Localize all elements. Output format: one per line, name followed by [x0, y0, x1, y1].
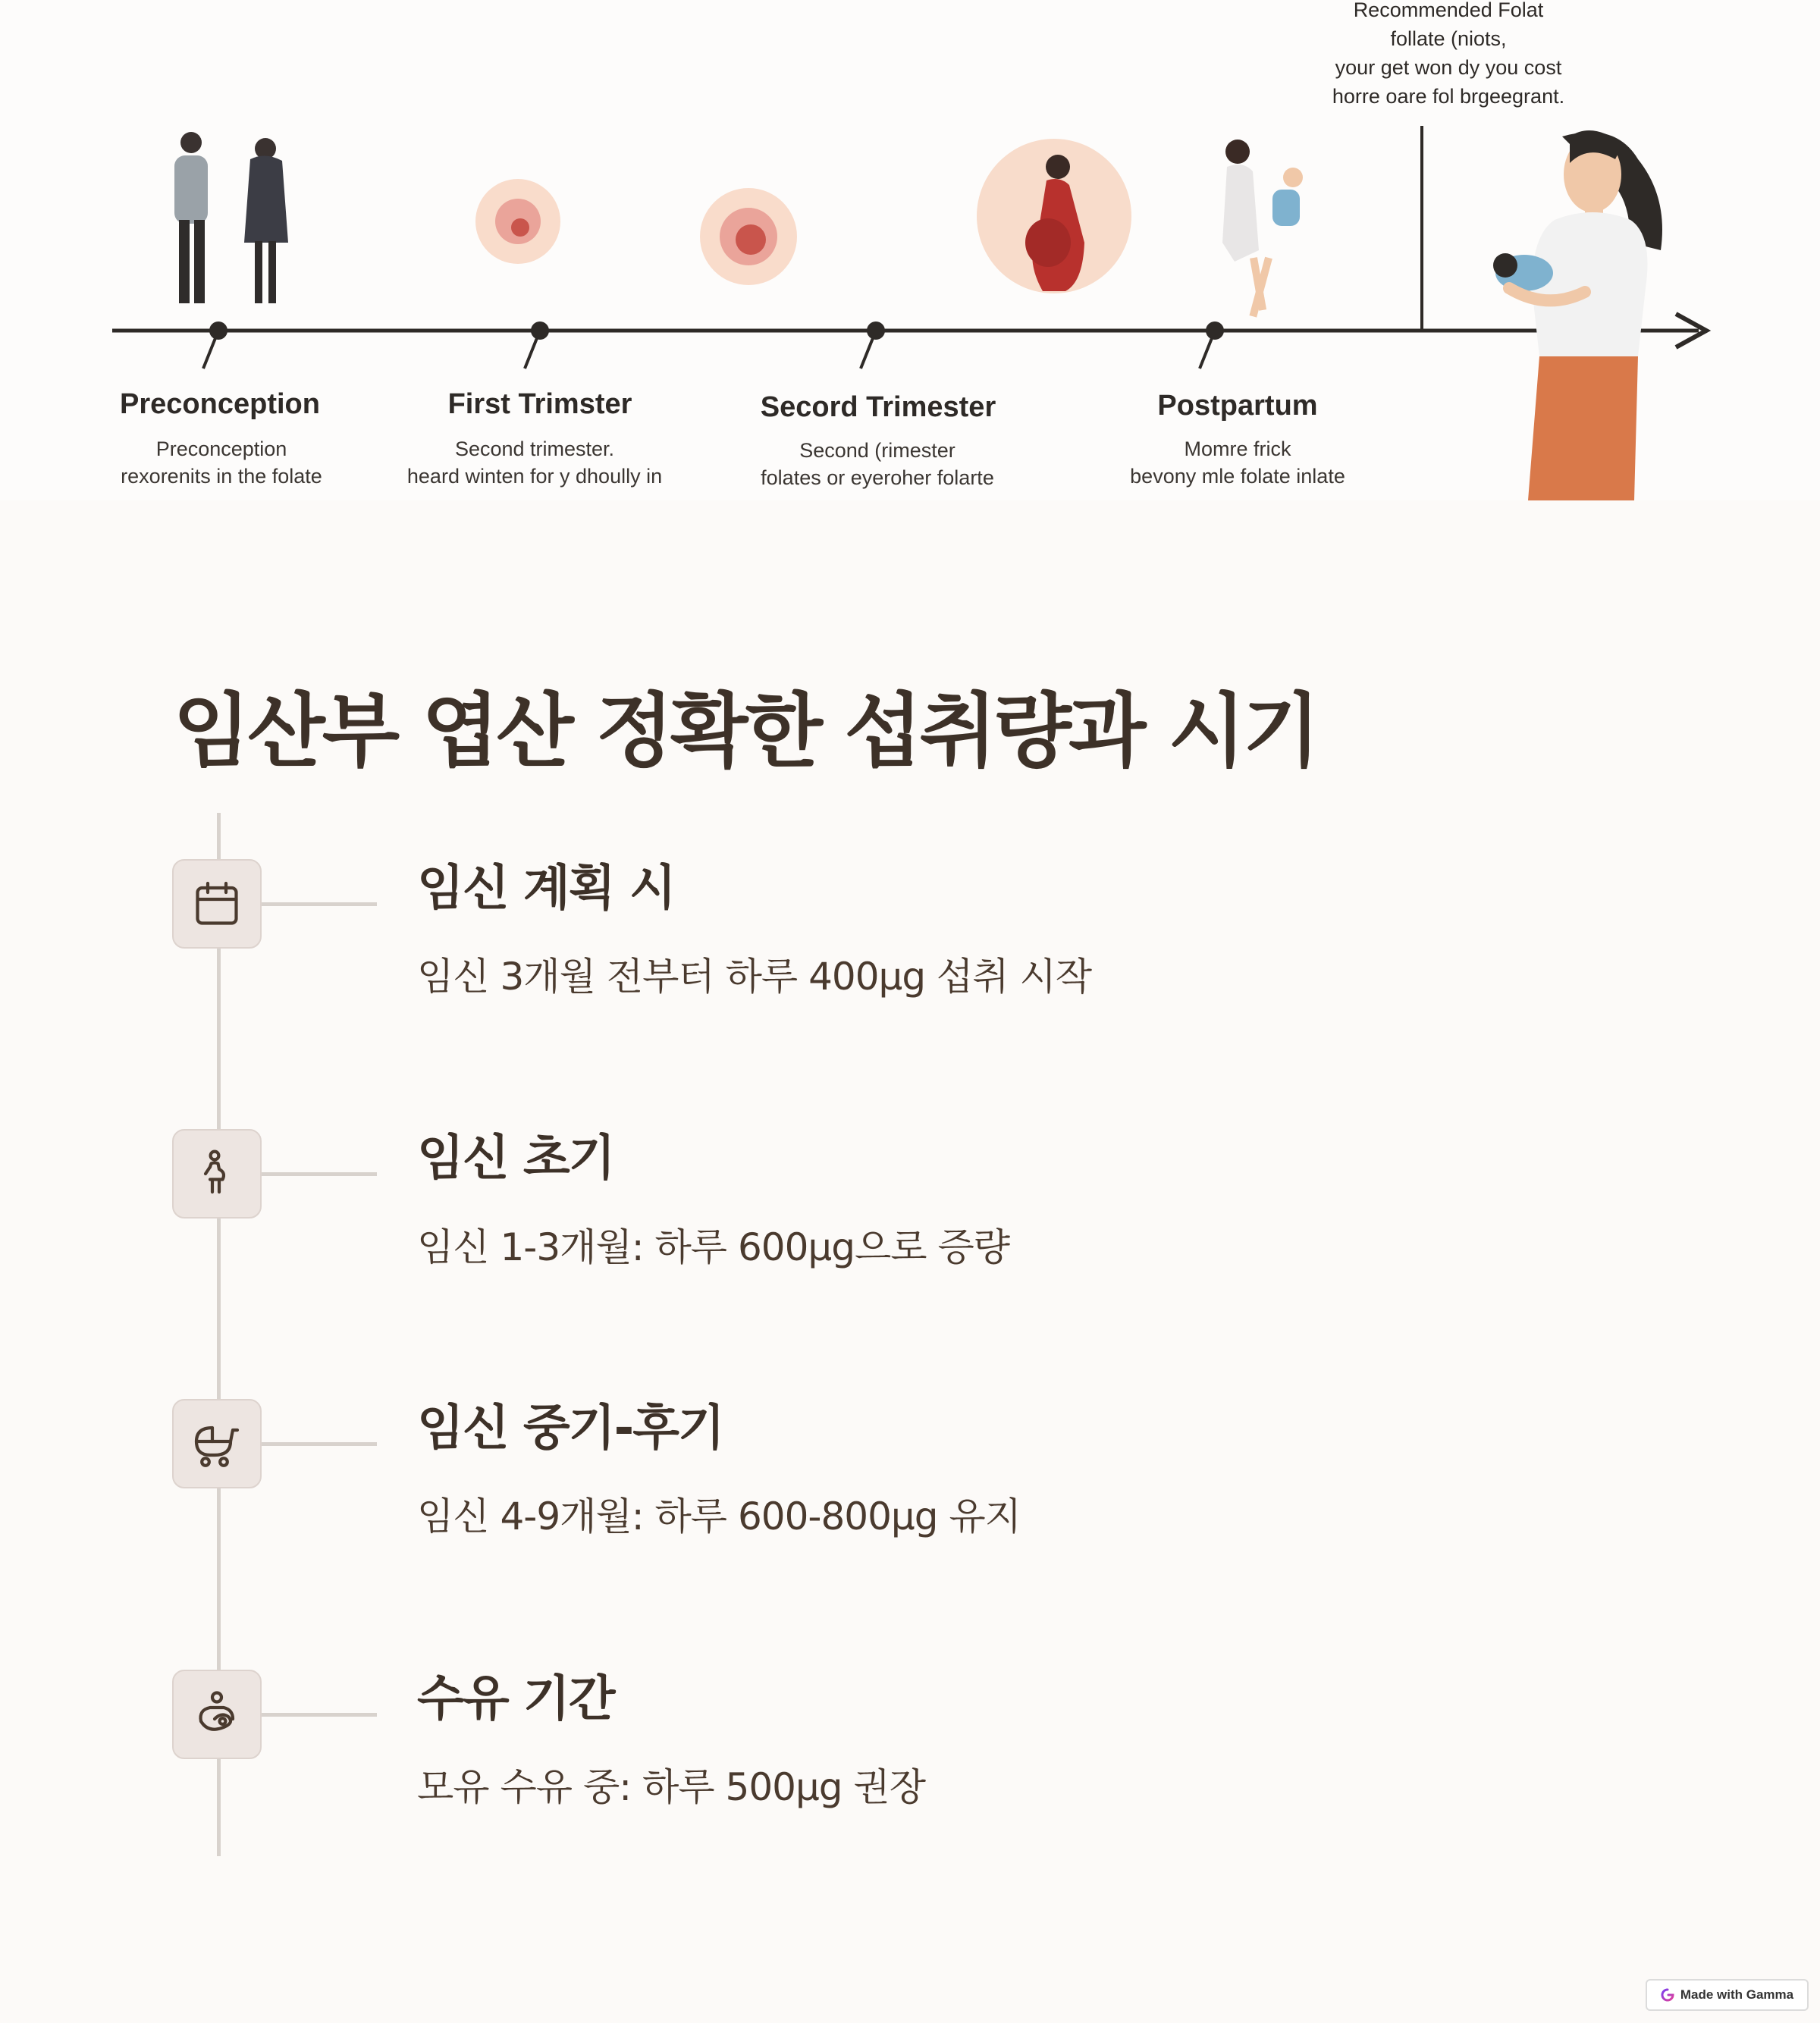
note-line: follate (niots, — [1390, 27, 1507, 50]
step-desc-breastfeeding: 모유 수유 중: 하루 500μg 권장 — [417, 1765, 925, 1809]
step-connector — [262, 902, 377, 906]
breastfeeding-icon-box — [172, 1670, 262, 1759]
step-connector — [262, 1442, 377, 1446]
stage-title-postpartum: Postpartum — [1157, 390, 1318, 422]
mother-holding-baby-figure — [1493, 130, 1662, 500]
stage-desc-line: bevony mle folate inlate — [1130, 465, 1345, 488]
pregnant-person-icon — [190, 1146, 244, 1201]
stage-desc-line: Second trimester. — [454, 438, 615, 460]
stage-title-preconception: Preconception — [120, 388, 320, 420]
stage-dot-second-trimester — [861, 321, 885, 369]
step-title-early: 임신 초기 — [417, 1131, 614, 1187]
stage-desc-line: heard winten for y dhoully in — [406, 465, 663, 488]
stage-title-first-trimester: First Trimster — [447, 388, 632, 420]
step-title-mid-late: 임신 중기-후기 — [417, 1400, 723, 1457]
step-desc-planning: 임신 3개월 전부터 하루 400μg 섭취 시작 — [417, 955, 1092, 999]
stage-dot-postpartum — [1200, 321, 1224, 369]
stage-desc-line: Preconception — [155, 438, 287, 460]
stage-desc-line: rexorenits in the folate — [121, 465, 322, 488]
calendar-icon-box — [172, 859, 262, 949]
stage-dot-first-trimester — [525, 321, 549, 369]
stage-dot-preconception — [203, 321, 228, 369]
step-connector — [262, 1172, 377, 1176]
badge-label: Made with Gamma — [1680, 1987, 1794, 2002]
step-title-breastfeeding: 수유 기간 — [417, 1671, 614, 1727]
postpartum-mother-figure — [1222, 140, 1303, 318]
stage-desc-line: Second (rimester — [799, 439, 956, 462]
step-title-planning: 임신 계획 시 — [417, 861, 675, 917]
pregnant-person-icon-box — [172, 1129, 262, 1219]
step-desc-early: 임신 1-3개월: 하루 600μg으로 증량 — [417, 1225, 1010, 1269]
baby-carriage-icon — [190, 1416, 244, 1471]
baby-carriage-icon-box — [172, 1399, 262, 1488]
embryo-second-icon — [700, 188, 797, 285]
breastfeeding-icon — [190, 1687, 244, 1742]
calendar-icon — [190, 877, 244, 931]
couple-figure — [174, 132, 288, 303]
note-line: Recommended Folat — [1353, 0, 1544, 21]
gamma-logo-icon — [1661, 1988, 1674, 2002]
stage-desc-preconception — [121, 435, 322, 490]
step-connector — [262, 1713, 377, 1717]
timeline-illustration — [0, 0, 1820, 500]
stage-desc-second-trimester — [761, 437, 994, 491]
note-line: horre oare fol brgeegrant. — [1332, 85, 1565, 108]
made-with-gamma-badge[interactable] — [1646, 1979, 1809, 2011]
page-title: 임산부 엽산 정확한 섭취량과 시기 — [173, 685, 1318, 778]
pregnant-woman-figure — [977, 139, 1131, 293]
stage-title-second-trimester: Secord Trimester — [760, 391, 996, 423]
note-line: your get won dy you cost — [1335, 56, 1562, 79]
stage-desc-line: Momre frick — [1184, 438, 1291, 460]
embryo-first-icon — [475, 179, 560, 264]
stage-desc-postpartum — [1130, 435, 1345, 490]
stage-desc-line: folates or eyeroher folarte — [761, 466, 994, 489]
step-desc-mid-late: 임신 4-9개월: 하루 600-800μg 유지 — [417, 1495, 1021, 1538]
stage-desc-first-trimester — [407, 435, 662, 490]
